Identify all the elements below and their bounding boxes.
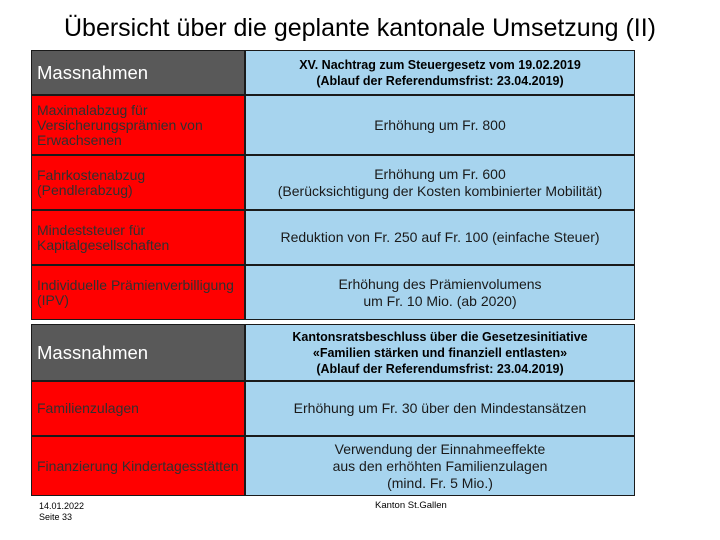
footer-date: 14.01.2022 bbox=[39, 501, 85, 511]
section2-row-detail bbox=[245, 381, 635, 436]
detail-label: Erhöhung um Fr. 800 bbox=[374, 116, 506, 133]
section2-row-detail bbox=[245, 436, 635, 496]
measure-label: Fahrkostenabzug (Pendlerabzug) bbox=[37, 166, 146, 198]
detail-label: Erhöhung um Fr. 30 über den Mindestansätzen bbox=[293, 400, 587, 416]
section1-header-measures-label: Massnahmen bbox=[37, 61, 149, 83]
section2-header-measures-label: Massnahmen bbox=[37, 341, 149, 363]
section1-row-measure bbox=[31, 265, 245, 320]
detail-label: Reduktion von Fr. 250 auf Fr. 100 (einfache Steuer) bbox=[280, 229, 600, 245]
measure-label: Familienzulagen bbox=[37, 400, 139, 416]
slide-title: Übersicht über die geplante kantonale Umsetzung (II) bbox=[64, 14, 656, 42]
measure-label: Mindeststeuer für Kapitalgesellschaften bbox=[37, 221, 170, 253]
footer-page-number: Seite 33 bbox=[39, 512, 73, 522]
footer-date-page bbox=[39, 501, 84, 523]
detail-label: Erhöhung um Fr. 600 (Berücksichtigung der Kosten kombinierter Mobilität) bbox=[277, 165, 603, 199]
section1-row-measure bbox=[31, 210, 245, 265]
section1-header-measures bbox=[31, 50, 245, 95]
section1-row-measure bbox=[31, 95, 245, 155]
measure-label: Maximalabzug für Versicherungsprämien von Erwachsenen bbox=[37, 101, 203, 148]
measure-label: Individuelle Prämienverbilligung (IPV) bbox=[37, 276, 234, 308]
section2-header-measures bbox=[31, 324, 245, 381]
measure-label: Finanzierung Kindertagesstätten bbox=[37, 457, 239, 474]
section2-header-initiative-label: Kantonsratsbeschluss über die Gesetzesinitiative «Familien stärken und finanziell entlasten» (Ablauf der Referendumsfrist: 23.04.2019) bbox=[292, 329, 588, 376]
section1-row-detail bbox=[245, 155, 635, 210]
section1-row-detail bbox=[245, 210, 635, 265]
detail-label: Erhöhung des Prämienvolumens um Fr. 10 Mio. (ab 2020) bbox=[338, 275, 542, 309]
section1-row-detail bbox=[245, 95, 635, 155]
section2-header-initiative bbox=[245, 324, 635, 381]
footer-organization: Kanton St.Gallen bbox=[375, 500, 447, 511]
section1-header-law bbox=[245, 50, 635, 95]
section2-row-measure bbox=[31, 381, 245, 436]
section2-row-measure bbox=[31, 436, 245, 496]
detail-label: Verwendung der Einnahmeeffekte aus den erhöhten Familienzulagen (mind. Fr. 5 Mio.) bbox=[332, 440, 548, 491]
section1-row-detail bbox=[245, 265, 635, 320]
section1-header-law-label: XV. Nachtrag zum Steuergesetz vom 19.02.2019 (Ablauf der Referendumsfrist: 23.04.2019) bbox=[299, 57, 581, 88]
section1-row-measure bbox=[31, 155, 245, 210]
